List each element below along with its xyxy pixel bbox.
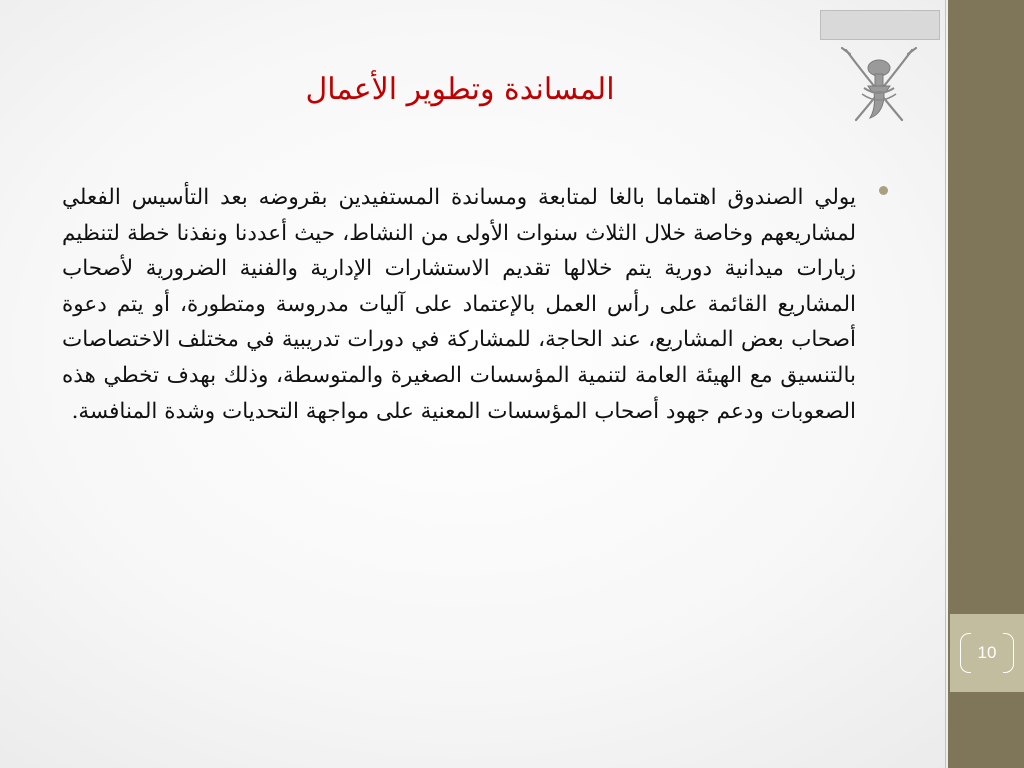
bullet-item [62,180,890,429]
bullet-text: يولي الصندوق اهتماما بالغا لمتابعة ومساندة المستفيدين بقروضه بعد التأسيس الفعلي لمشاريعهم وخاصة خلال الثلاث سنوات الأولى من النشاط، حيث أعددنا ونفذنا خطة لتنظيم زيارات ميدانية دورية يتم خلالها تقديم الاستشارات الإدارية والفنية الضرورية لأصحاب المشاريع القائمة على رأس العمل بالإعتماد على آليات مدروسة ومتطورة، أو يتم دعوة أصحاب بعض المشاريع، عند الحاجة، للمشاركة في دورات تدريبية في مختلف الاختصاصات بالتنسيق مع الهيئة العامة لتنمية المؤسسات الصغيرة والمتوسطة، وذلك بهدف تخطي هذه الصعوبات ودعم جهود أصحاب المؤسسات المعنية على مواجهة التحديات وشدة المنافسة. [62,185,856,424]
page-number-frame [960,633,1014,673]
logo [818,6,940,166]
content-area [62,180,890,429]
bullet-dot-icon [879,186,888,195]
logo-top-text [820,10,940,40]
page-number: 10 [977,643,997,662]
khanjar-emblem-icon [836,42,922,130]
sidebar-divider [945,0,946,768]
page-number-box [950,614,1024,692]
slide-title: المساندة وتطوير الأعمال [305,72,615,107]
